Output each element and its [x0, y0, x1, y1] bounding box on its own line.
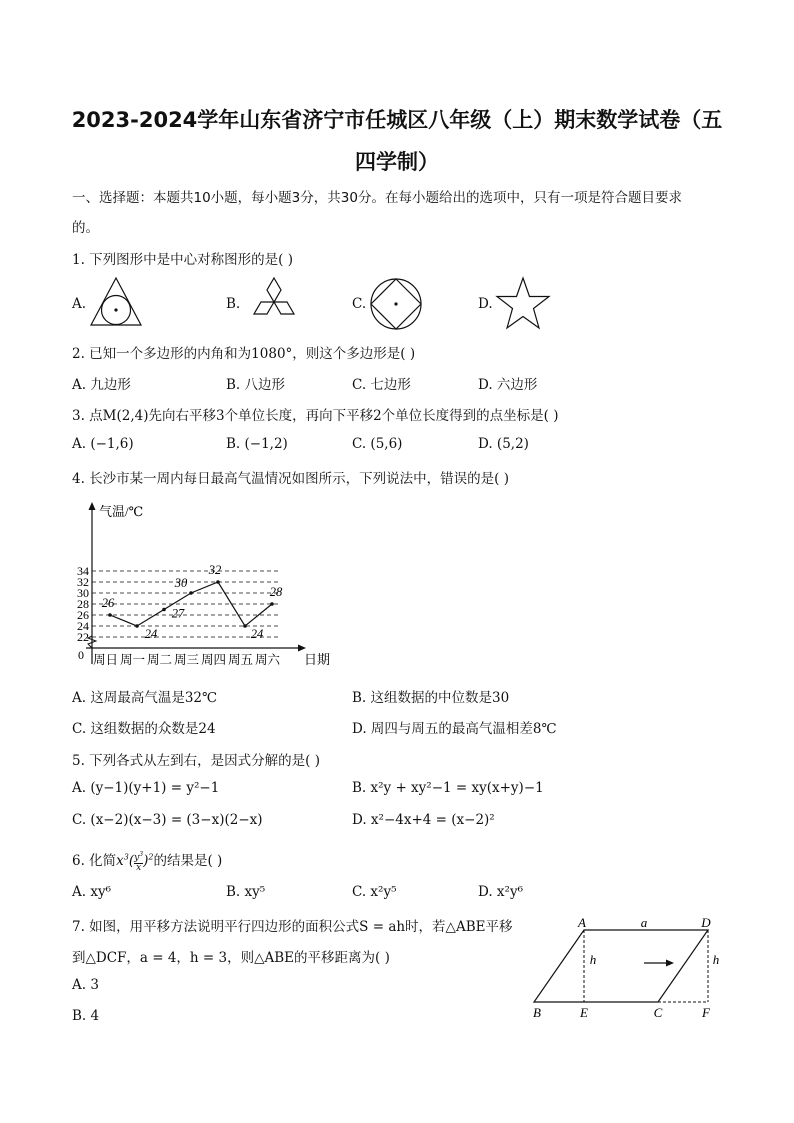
section-heading-continued: 的。 [72, 220, 99, 236]
data-label: 32 [208, 563, 222, 577]
x-axis-label: 日期 [304, 652, 331, 667]
x-tick-label: 周六 [254, 653, 281, 667]
q6-option-a: A. xy⁶ [72, 884, 111, 900]
y-tick-label: 34 [77, 564, 89, 578]
question-2-stem: 2. 已知一个多边形的内角和为1080°，则这个多边形是( ) [72, 346, 416, 362]
q1-option-c-label: C. [352, 296, 367, 312]
data-label: 24 [250, 627, 264, 641]
y-tick-label: 30 [77, 586, 89, 600]
point-label-e: E [580, 1005, 588, 1020]
q4-option-c: C. 这组数据的众数是24 [72, 721, 216, 737]
data-label: 24 [144, 627, 158, 641]
x-tick-label: 周日 [92, 653, 119, 667]
y-tick-label: 24 [77, 619, 89, 633]
q6-option-b: B. xy⁵ [226, 884, 266, 900]
parallelogram-abcd [534, 930, 708, 1002]
point-label-f: F [702, 1005, 710, 1020]
data-label: 27 [171, 606, 185, 621]
q5-option-b: B. x²y + xy²−1 = xy(x+y)−1 [352, 780, 544, 796]
x-tick-labels [93, 653, 281, 667]
page-title: 2023-2024学年山东省济宁市任城区八年级（上）期末数学试卷（五 [71, 108, 723, 132]
q3-option-a: A. (−1,6) [72, 436, 134, 452]
point-label-a: A [578, 915, 586, 930]
data-labels [102, 563, 283, 641]
x-tick-label: 周三 [173, 653, 200, 667]
data-label: 26 [101, 596, 115, 610]
q2-option-b: B. 八边形 [226, 377, 286, 393]
q4-option-d: D. 周四与周五的最高气温相差8℃ [352, 721, 557, 737]
y-tick-labels [77, 564, 89, 644]
y-axis-arrow-icon [89, 502, 96, 510]
data-point [135, 624, 139, 628]
q5-option-c: C. (x−2)(x−3) = (3−x)(2−x) [72, 812, 263, 828]
question-6-stem-suffix: 的结果是( ) [153, 853, 223, 869]
height-label-right: h [712, 952, 720, 967]
star-icon [494, 276, 552, 332]
q6-expression: $x^3$( $\frac{y^3}{x}$ )$^2$ [116, 851, 154, 873]
data-point [270, 602, 274, 606]
question-7-stem-continued: 到△DCF，a = 4，h = 3，则△ABE的平移距离为( ) [72, 950, 390, 966]
origin-label: 0 [78, 648, 84, 662]
q3-option-b: B. (−1,2) [226, 436, 288, 452]
data-point [216, 580, 220, 584]
side-label-a: a [640, 915, 648, 930]
question-4-stem: 4. 长沙市某一周内每日最高气温情况如图所示，下列说法中，错误的是( ) [72, 471, 509, 487]
parallelogram-figure [526, 912, 722, 1024]
q2-option-a: A. 九边形 [72, 377, 131, 393]
q2-option-d: D. 六边形 [478, 377, 538, 393]
q3-option-c: C. (5,6) [352, 436, 403, 452]
question-1-stem: 1. 下列图形中是中心对称图形的是( ) [72, 252, 293, 268]
q6-option-c: C. x²y⁵ [352, 884, 397, 900]
y-tick-label: 32 [77, 575, 89, 589]
x-tick-label: 周一 [119, 653, 146, 667]
y-tick-label: 28 [77, 597, 89, 611]
q5-option-a: A. (y−1)(y+1) = y²−1 [72, 780, 220, 796]
section-heading: 一、选择题：本题共10小题，每小题3分，共30分。在每小题给出的选项中，只有一项是符合题目要求 [72, 190, 682, 206]
question-5-stem: 5. 下列各式从左到右，是因式分解的是( ) [72, 753, 320, 769]
three-rhombus-icon [244, 276, 304, 328]
page-title-continued: 四学制） [355, 150, 439, 174]
point-label-c: C [653, 1005, 663, 1020]
x-tick-label: 周五 [227, 653, 254, 667]
question-6-stem [72, 849, 222, 873]
height-label-left: h [589, 952, 597, 967]
point-label-b: B [533, 1005, 541, 1020]
x-axis-arrow-icon [298, 645, 306, 652]
question-7-stem: 7. 如图，用平移方法说明平行四边形的面积公式S = ah时，若△ABE平移 [72, 919, 513, 935]
q3-option-d: D. (5,2) [478, 436, 529, 452]
circle-in-triangle-icon [88, 276, 144, 328]
q1-option-b-label: B. [226, 296, 241, 312]
square-in-circle-icon [368, 276, 424, 332]
question-3-stem: 3. 点M(2,4)先向右平移3个单位长度，再向下平移2个单位长度得到的点坐标是( ) [72, 408, 559, 424]
point-label-d: D [701, 915, 711, 930]
data-point [162, 608, 166, 612]
temperature-line-chart [72, 496, 342, 674]
data-label: 28 [269, 585, 283, 599]
x-tick-label: 周四 [200, 653, 227, 667]
q7-option-b: B. 4 [72, 1008, 100, 1024]
q1-option-d-label: D. [478, 296, 493, 312]
data-point [189, 591, 193, 595]
data-point [243, 624, 247, 628]
q6-option-d: D. x²y⁶ [478, 884, 523, 900]
q4-option-a: A. 这周最高气温是32℃ [72, 690, 218, 706]
data-point [108, 613, 112, 617]
y-tick-label: 22 [77, 630, 89, 644]
q4-option-b: B. 这组数据的中位数是30 [352, 690, 510, 706]
x-tick-label: 周二 [146, 653, 173, 667]
q7-option-a: A. 3 [72, 977, 99, 993]
q1-option-a-label: A. [72, 296, 87, 312]
y-tick-label: 26 [77, 608, 89, 622]
q5-option-d: D. x²−4x+4 = (x−2)² [352, 812, 495, 828]
question-6-stem-prefix: 6. 化简 [72, 853, 117, 869]
translation-arrow-icon [666, 960, 674, 967]
q2-option-c: C. 七边形 [352, 377, 411, 393]
data-label: 30 [174, 576, 188, 590]
y-axis-label: 气温/℃ [99, 504, 144, 519]
